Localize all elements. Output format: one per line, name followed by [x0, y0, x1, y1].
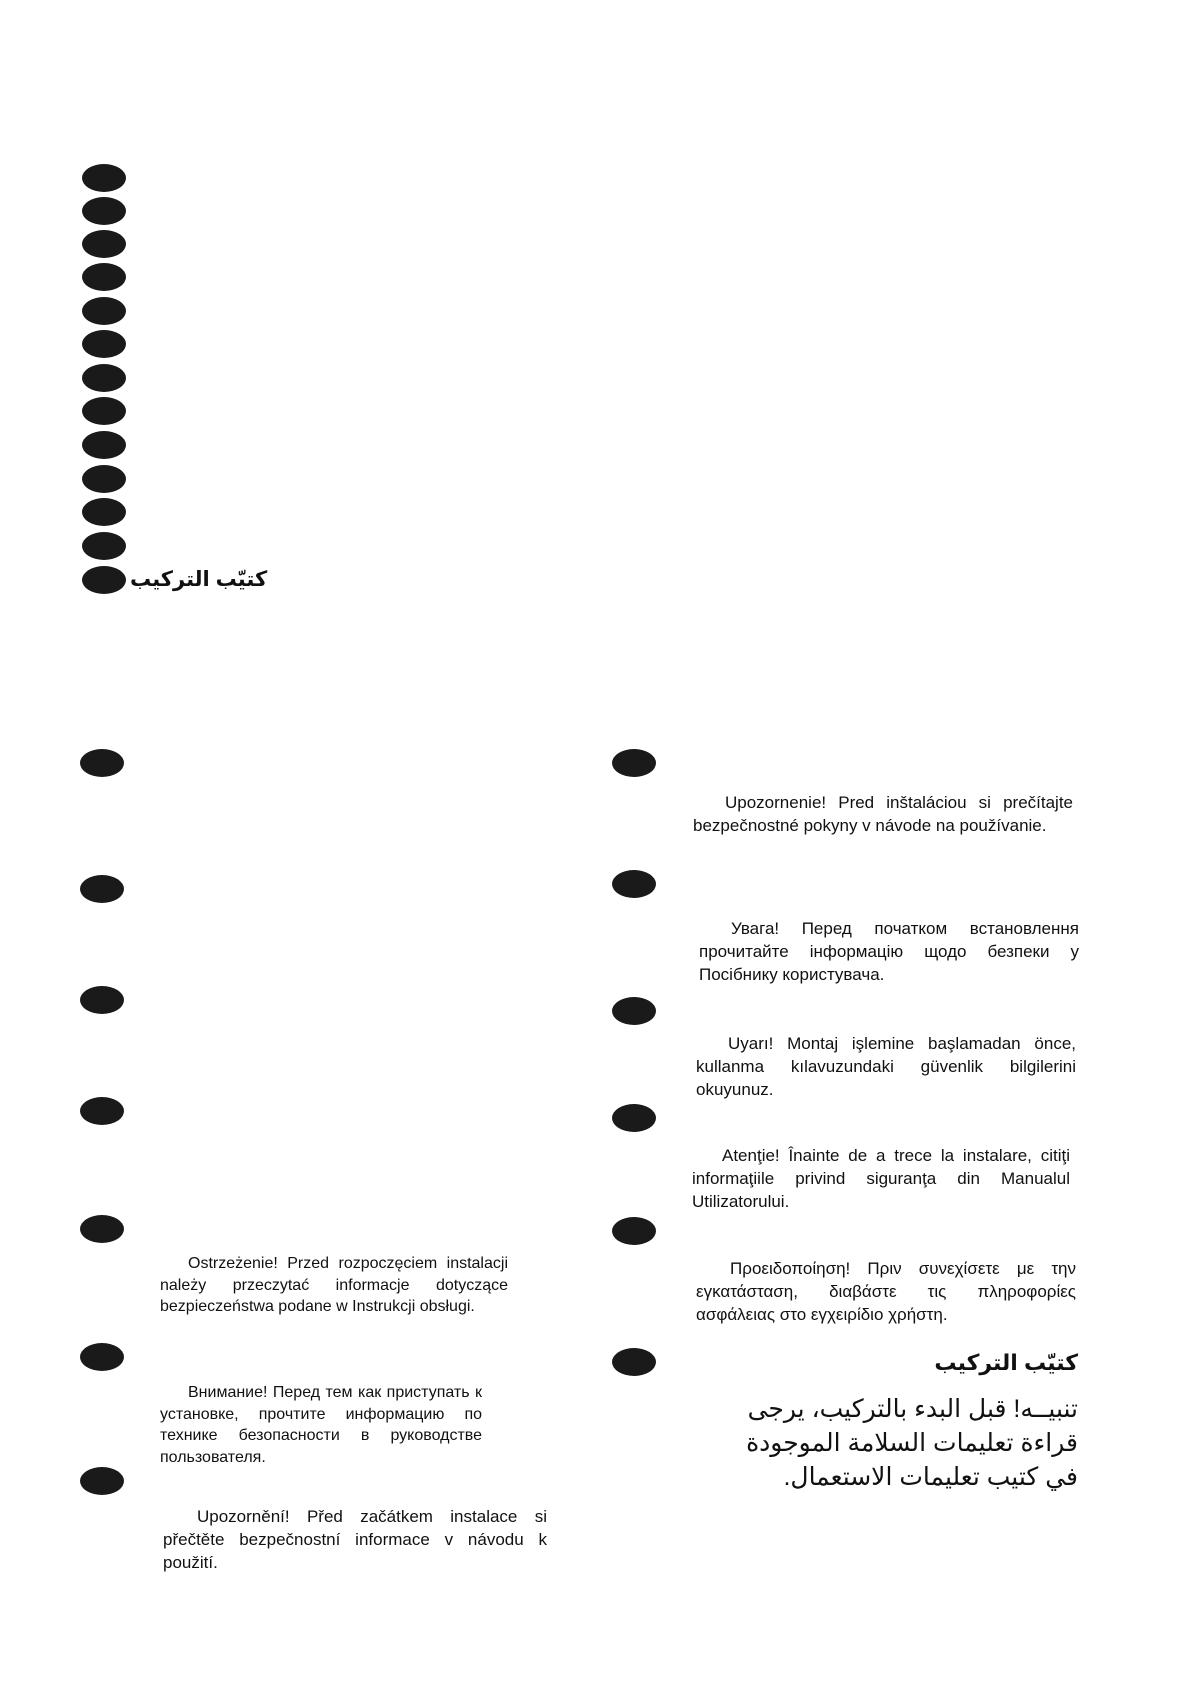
language-badge	[82, 164, 126, 192]
language-badge	[612, 1104, 656, 1132]
notice-polish: Ostrzeżenie! Przed rozpoczęciem instalacji należy przeczytać informacje dotyczące bezpieczeństwa podane w Instrukcji obsługi.	[160, 1255, 508, 1315]
language-badge	[612, 1217, 656, 1245]
language-badge	[82, 230, 126, 258]
language-badge	[80, 1215, 124, 1243]
language-badge	[82, 431, 126, 459]
notice-romanian: Atenţie! Înainte de a trece la instalare, citiţi informaţiile privind siguranţa din Manualul Utilizatorului.	[692, 1146, 1070, 1211]
notice-czech: Upozornění! Před začátkem instalace si přečtěte bezpečnostní informace v návodu k použití.	[163, 1507, 547, 1572]
language-badge	[80, 1467, 124, 1495]
notice-arabic: تنبيــه! قبل البدء بالتركيب، يرجى قراءة تعليمات السلامة الموجودة في كتيب تعليمات الاستعمال.	[746, 1395, 1078, 1491]
language-badge	[82, 465, 126, 493]
language-badge	[80, 875, 124, 903]
language-badge	[612, 749, 656, 777]
language-badge	[82, 532, 126, 560]
language-badge	[82, 566, 126, 594]
language-badge	[612, 870, 656, 898]
language-badge	[612, 997, 656, 1025]
language-badge	[82, 330, 126, 358]
notice-turkish: Uyarı! Montaj işlemine başlamadan önce, kullanma kılavuzundaki güvenlik bilgilerini okuyunuz.	[696, 1034, 1076, 1099]
language-badge	[80, 1097, 124, 1125]
notice-russian: Внимание! Перед тем как приступать к установке, прочтите информацию по технике безопасности в руководстве пользователя.	[160, 1384, 482, 1466]
language-badge	[612, 1348, 656, 1376]
language-badge	[82, 364, 126, 392]
language-badge	[80, 1343, 124, 1371]
language-badge	[80, 986, 124, 1014]
language-badge	[82, 498, 126, 526]
notice-greek: Προειδοποίηση! Πριν συνεχίσετε με την εγκατάσταση, διαβάστε τις πληροφορίες ασφάλειας στο εγχειρίδιο χρήστη.	[696, 1259, 1076, 1324]
notice-ukrainian: Увага! Перед початком встановлення прочитайте інформацію щодо безпеки у Посібнику користувача.	[699, 919, 1079, 984]
notice-slovak: Upozornenie! Pred inštaláciou si prečítajte bezpečnostné pokyny v návode na používanie.	[693, 793, 1073, 835]
arabic-notice-title: كتيّب التركيب	[934, 1350, 1078, 1375]
language-badge	[82, 297, 126, 325]
language-badge	[82, 263, 126, 291]
language-badge	[80, 749, 124, 777]
language-badge	[82, 197, 126, 225]
language-badge	[82, 397, 126, 425]
arabic-installation-label: كتيّب التركيب	[130, 568, 268, 591]
